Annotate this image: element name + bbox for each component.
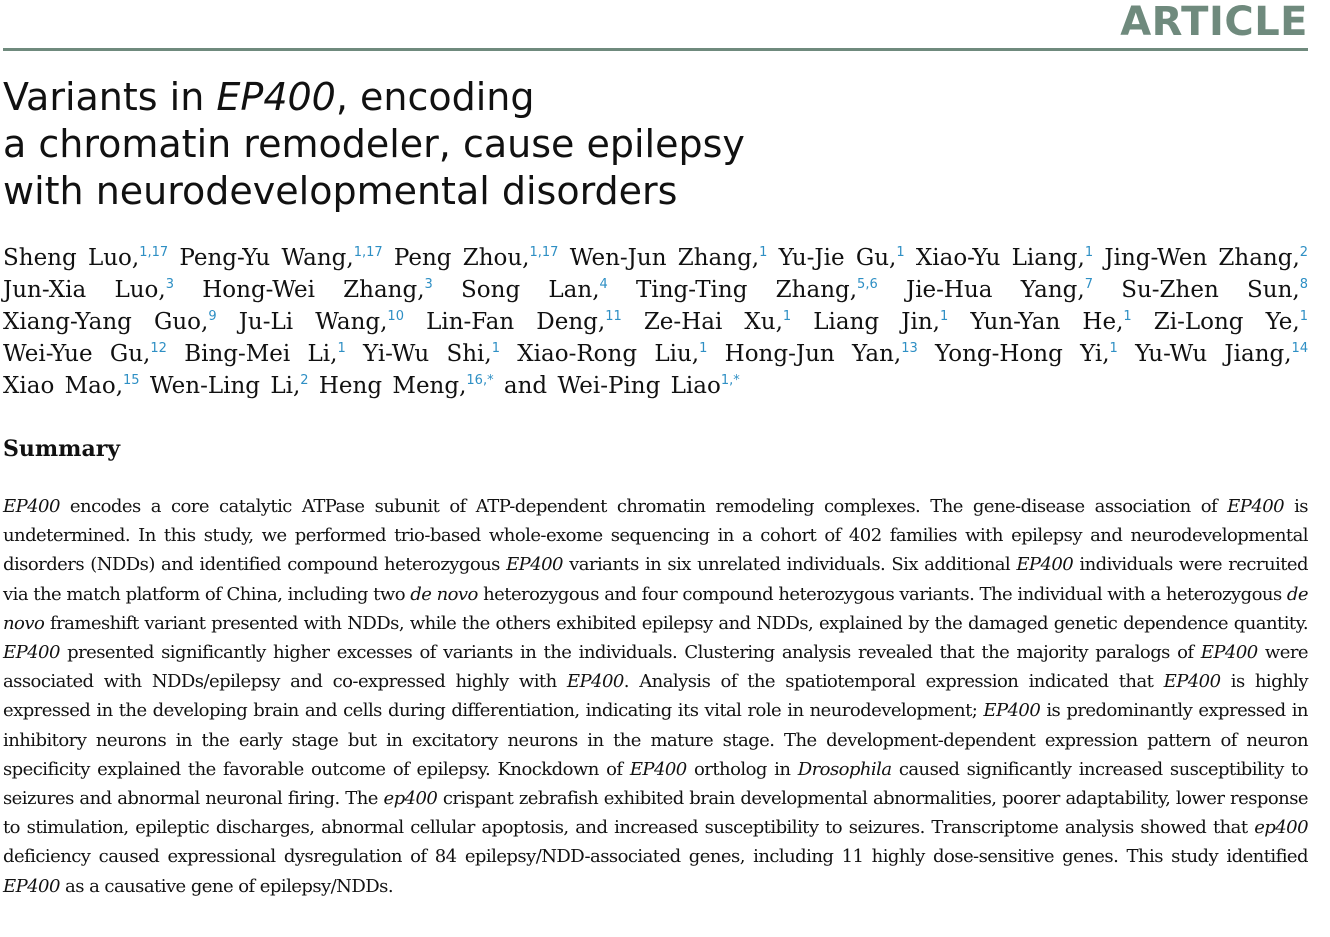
author-affiliation: 1 bbox=[699, 341, 708, 356]
author-name: Wei-Ping Liao bbox=[557, 373, 721, 399]
summary-italic-term: EP400 bbox=[1016, 554, 1074, 576]
author-name: Yu-Jie Gu, bbox=[778, 245, 897, 271]
author-affiliation: 1 bbox=[896, 245, 905, 260]
summary-text: as a causative gene of epilepsy/NDDs. bbox=[59, 875, 394, 897]
author-affiliation: 1,* bbox=[720, 373, 740, 388]
author-affiliation: 11 bbox=[605, 309, 622, 324]
summary-italic-term: de novo bbox=[410, 583, 478, 605]
author-affiliation: 16,* bbox=[466, 373, 494, 388]
author-name: Wen-Ling Li, bbox=[149, 373, 301, 399]
author-affiliation: 1 bbox=[491, 341, 501, 356]
author-affiliation: 1 bbox=[782, 309, 792, 324]
author-entry bbox=[394, 245, 559, 271]
summary-italic-term: Drosophila bbox=[797, 758, 892, 780]
author-name: Ting-Ting Zhang, bbox=[636, 277, 858, 303]
author-entry bbox=[906, 277, 1093, 303]
author-name: Hong-Wei Zhang, bbox=[202, 277, 425, 303]
summary-italic-term: de novo bbox=[3, 583, 1308, 634]
author-affiliation: 10 bbox=[387, 309, 404, 324]
author-conjunction: and bbox=[503, 373, 548, 399]
article-type-label: ARTICLE bbox=[1120, 0, 1308, 45]
summary-text: is undetermined. In this study, we performed trio-based whole-exome sequencing in a cohort of 402 families with epilepsy and neurodevelopmental disorders (NDDs) and identified compound heterozygous bbox=[3, 496, 1308, 576]
summary-italic-term: EP400 bbox=[3, 875, 60, 897]
summary-text: is highly expressed in the developing brain and cells during differentiation, indicating its vital role in neurodevelopment; bbox=[3, 671, 1308, 722]
summary-text: . Analysis of the spatiotemporal expression indicated that bbox=[623, 671, 1164, 693]
author-name: Su-Zhen Sun, bbox=[1121, 277, 1300, 303]
author-affiliation: 1 bbox=[1123, 309, 1132, 324]
author-affiliation: 1 bbox=[1299, 309, 1309, 324]
summary-text: encodes a core catalytic ATPase subunit of ATP-dependent chromatin remodeling complexes. The gene-disease association of bbox=[59, 496, 1228, 517]
author-entry bbox=[363, 341, 500, 367]
summary-italic-term: EP400 bbox=[3, 642, 60, 664]
author-affiliation: 14 bbox=[1291, 341, 1309, 356]
author-entry bbox=[179, 245, 382, 271]
author-name: Xiao-Yu Liang, bbox=[915, 245, 1085, 271]
author-entry bbox=[570, 245, 768, 271]
author-name: Yun-Yan He, bbox=[970, 309, 1124, 335]
author-affiliation: 4 bbox=[599, 277, 608, 292]
author-name: Song Lan, bbox=[461, 277, 600, 303]
author-name: Jie-Hua Yang, bbox=[905, 277, 1085, 303]
summary-text: deficiency caused expressional dysregulation of 84 epilepsy/NDD-associated genes, including 11 highly dose-sensitive genes. This study identified bbox=[3, 846, 1308, 868]
author-affiliation: 1,17 bbox=[353, 245, 383, 260]
author-name: Ju-Li Wang, bbox=[238, 309, 388, 335]
author-affiliation: 1 bbox=[337, 341, 346, 356]
summary-italic-term: EP400 bbox=[983, 700, 1041, 722]
author-name: Yi-Wu Shi, bbox=[363, 341, 492, 367]
journal-header bbox=[3, 0, 1308, 51]
summary-text: individuals were recruited via the match platform of China, including two bbox=[3, 554, 1308, 605]
author-affiliation: 1 bbox=[1109, 341, 1118, 356]
author-entry bbox=[3, 373, 140, 399]
title-gene-name: EP400 bbox=[216, 75, 336, 119]
author-entry bbox=[3, 309, 217, 335]
summary-paragraph bbox=[3, 492, 1308, 901]
author-entry bbox=[970, 309, 1131, 335]
author-name: Yong-Hong Yi, bbox=[935, 341, 1110, 367]
author-name: Xiang-Yang Guo, bbox=[3, 309, 209, 335]
summary-text: frameshift variant presented with NDDs, while the others exhibited epilepsy and NDDs, explained by the damaged genetic dependence quantity. bbox=[44, 612, 1308, 634]
author-entry bbox=[3, 277, 174, 303]
title-line-2: a chromatin remodeler, cause epilepsy bbox=[3, 122, 745, 166]
author-entry bbox=[557, 373, 739, 399]
author-affiliation: 1 bbox=[759, 245, 768, 260]
author-entry bbox=[184, 341, 346, 367]
author-entry bbox=[3, 341, 167, 367]
author-affiliation: 2 bbox=[300, 373, 309, 388]
summary-text: is predominantly expressed in inhibitory neurons in the early stage but in excitatory neurons in the mature stage. The development-dependent expression pattern of neuron specificity explained the favorable outcome of epilepsy. Knockdown of bbox=[3, 700, 1308, 780]
summary-text: caused significantly increased susceptibility to seizures and abnormal neuronal firing. The bbox=[3, 758, 1308, 810]
summary-italic-term: EP400 bbox=[629, 758, 687, 780]
article-title bbox=[3, 74, 903, 215]
author-affiliation: 1,17 bbox=[139, 245, 169, 260]
author-entry bbox=[150, 373, 309, 399]
author-affiliation: 1 bbox=[1084, 245, 1094, 260]
summary-italic-term: EP400 bbox=[1227, 496, 1285, 517]
author-entry bbox=[461, 277, 608, 303]
title-line-3: with neurodevelopmental disorders bbox=[3, 169, 678, 213]
author-name: Heng Meng, bbox=[318, 373, 467, 399]
author-name: Xiao-Rong Liu, bbox=[517, 341, 700, 367]
author-entry bbox=[517, 341, 707, 367]
author-name: Bing-Mei Li, bbox=[184, 341, 338, 367]
author-affiliation: 9 bbox=[208, 309, 217, 324]
summary-heading: Summary bbox=[3, 436, 121, 462]
summary-italic-term: EP400 bbox=[3, 496, 60, 517]
author-entry bbox=[813, 309, 948, 335]
author-entry bbox=[3, 245, 168, 271]
author-entry bbox=[426, 309, 622, 335]
summary-italic-term: EP400 bbox=[506, 554, 563, 576]
summary-text: heterozygous and four compound heterozygous variants. The individual with a heterozygous bbox=[477, 583, 1287, 605]
author-affiliation: 3 bbox=[424, 277, 433, 292]
author-entry bbox=[644, 309, 791, 335]
author-affiliation: 13 bbox=[901, 341, 918, 356]
summary-text: presented significantly higher excesses of variants in the individuals. Clustering analysis revealed that the majority paralogs of bbox=[59, 642, 1201, 664]
author-entry bbox=[202, 277, 433, 303]
author-entry bbox=[916, 245, 1093, 271]
summary-text: ortholog in bbox=[686, 758, 798, 780]
author-name: Wen-Jun Zhang, bbox=[569, 245, 760, 271]
author-name: Jun-Xia Luo, bbox=[3, 277, 166, 303]
author-affiliation: 2 bbox=[1299, 245, 1309, 260]
author-name: Zi-Long Ye, bbox=[1153, 309, 1300, 335]
author-entry bbox=[725, 341, 918, 367]
author-affiliation: 12 bbox=[150, 341, 167, 356]
summary-text: crispant zebrafish exhibited brain developmental abnormalities, poorer adaptability, lower response to stimulation, epileptic discharges, abnormal cellular apoptosis, and increased susceptibility to seizures. Transcriptome analysis showed that bbox=[3, 788, 1308, 839]
author-entry bbox=[239, 309, 404, 335]
author-affiliation: 3 bbox=[165, 277, 174, 292]
author-name: Yu-Wu Jiang, bbox=[1135, 341, 1292, 367]
author-entry bbox=[1154, 309, 1308, 335]
title-text-2: , encoding bbox=[335, 75, 535, 119]
author-affiliation: 8 bbox=[1299, 277, 1308, 292]
author-affiliation: 5,6 bbox=[857, 277, 878, 292]
summary-italic-term: EP400 bbox=[1163, 671, 1221, 693]
author-entry bbox=[1135, 341, 1308, 367]
author-name: Wei-Yue Gu, bbox=[3, 341, 151, 367]
author-entry bbox=[779, 245, 905, 271]
author-name: Xiao Mao, bbox=[3, 373, 124, 399]
author-name: Jing-Wen Zhang, bbox=[1104, 245, 1300, 271]
summary-italic-term: ep400 bbox=[383, 788, 438, 810]
author-entry bbox=[636, 277, 878, 303]
author-name: Peng-Yu Wang, bbox=[179, 245, 354, 271]
author-list bbox=[3, 242, 1308, 402]
author-affiliation: 7 bbox=[1084, 277, 1093, 292]
summary-text: variants in six unrelated individuals. Six additional bbox=[562, 554, 1017, 576]
author-entry bbox=[319, 373, 494, 399]
author-name: Liang Jin, bbox=[813, 309, 940, 335]
author-entry bbox=[1104, 245, 1308, 271]
summary-italic-term: ep400 bbox=[1254, 817, 1308, 839]
author-name: Peng Zhou, bbox=[393, 245, 530, 271]
author-name: Lin-Fan Deng, bbox=[426, 309, 606, 335]
summary-italic-term: EP400 bbox=[1200, 642, 1258, 664]
author-affiliation: 1 bbox=[939, 309, 949, 324]
summary-text: were associated with NDDs/epilepsy and co-expressed highly with bbox=[3, 642, 1308, 693]
author-affiliation: 1,17 bbox=[529, 245, 559, 260]
author-entry bbox=[935, 341, 1118, 367]
title-text-1: Variants in bbox=[3, 75, 217, 119]
author-name: Ze-Hai Xu, bbox=[643, 309, 783, 335]
summary-italic-term: EP400 bbox=[566, 671, 624, 693]
author-entry bbox=[1121, 277, 1308, 303]
author-name: Sheng Luo, bbox=[3, 245, 140, 271]
author-name: Hong-Jun Yan, bbox=[724, 341, 902, 367]
author-affiliation: 15 bbox=[123, 373, 140, 388]
